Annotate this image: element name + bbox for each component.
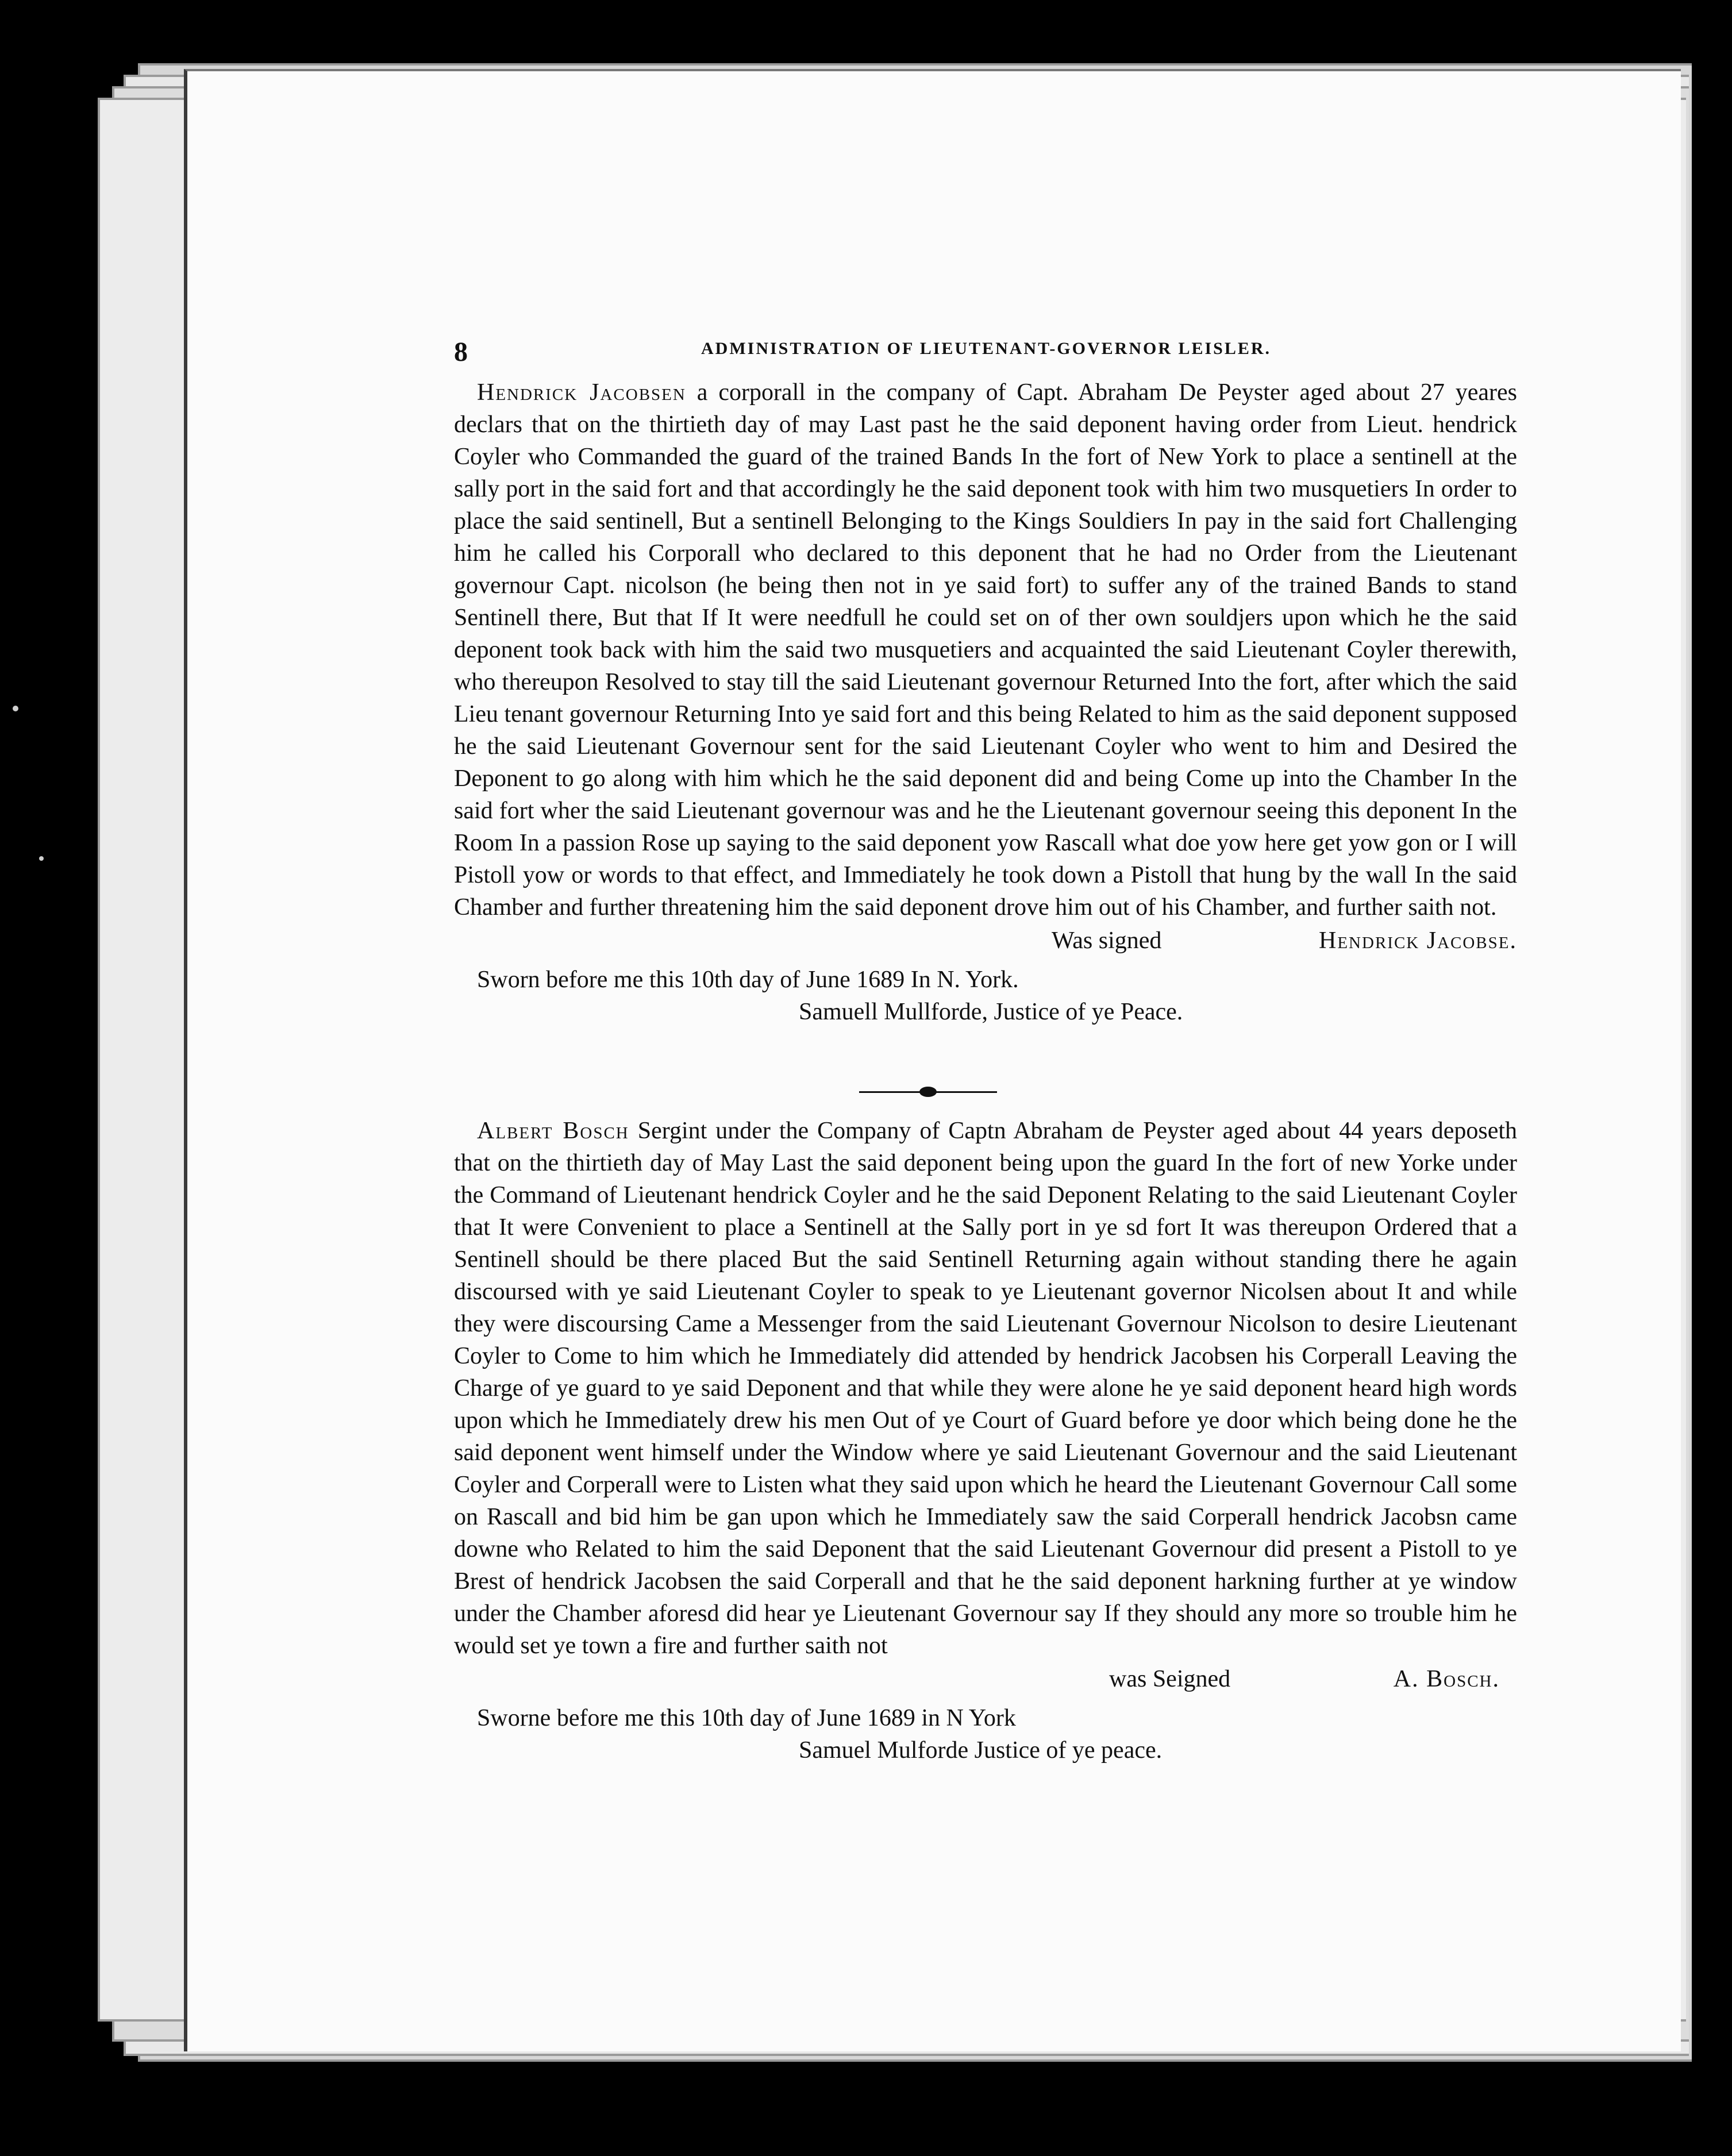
signature: A. Bosch. bbox=[1393, 1666, 1500, 1692]
justice-name: Samuell Mullforde, Justice of ye Peace. bbox=[799, 999, 1183, 1025]
deposition-bosch bbox=[454, 1115, 1517, 1766]
signature: Hendrick Jacobse. bbox=[1319, 927, 1517, 954]
signature-row bbox=[454, 1663, 1517, 1695]
scan-speck bbox=[39, 856, 44, 861]
signed-label: was Seigned bbox=[1109, 1666, 1231, 1692]
justice-name: Samuel Mulforde Justice of ye peace. bbox=[799, 1737, 1163, 1764]
sworn-statement: Sworn before me this 10th day of June 1689 In N. York. bbox=[477, 967, 1019, 993]
deposition-paragraph bbox=[454, 376, 1517, 923]
signature-row bbox=[454, 925, 1517, 957]
deponent-name: Albert Bosch bbox=[477, 1118, 629, 1144]
deposition-paragraph bbox=[454, 1115, 1517, 1662]
deposition-text: a corporall in the company of Capt. Abraham De Peyster aged about 27 yeares declars that on the thirtieth day of may Last past he the said deponent having order from Lieut. hendrick Coyler who Commanded the guard of the trained Bands In the fort of New York to place a sentinell at the sally port in the said fort and that accordingly he the said deponent took with him two musquetiers In order to place the said sentinell, But a sentinell Belonging to the Kings Souldiers In pay in the said fort Challenging him he called his Corporall who declared to this deponent that he had no Order from the Lieutenant governour Capt. nicolson (he being then not in ye said fort) to suffer any of the trained Bands to stand Sentinell there, But that If It were needfull he could set on of ther own souldjers upon which he the said deponent took back with him the said two musquetiers and acquainted the said Lieutenant Coyler therewith, who thereupon Resolved to stay till the said Lieutenant governour Returned Into the fort, after which the said Lieu tenant governour Returning Into ye said fort and this being Related to him as the said deponent supposed he the said Lieutenant Governour sent for the said Lieutenant Coyler who went to him and Desired the Deponent to go along with him which he the said deponent did and being Come up into the Chamber In the said fort wher the said Lieutenant governour was and he the Lieutenant governour seeing this deponent In the Room In a passion Rose up saying to the said deponent yow Rascall what doe yow here get yow gon or I will Pistoll yow or words to that effect, and Immediately he took down a Pistoll that hung by the wall In the said Chamber and further threatening him the said deponent drove him out of his Chamber, and further saith not. bbox=[454, 379, 1518, 921]
section-divider bbox=[859, 1090, 997, 1094]
page-number: 8 bbox=[454, 337, 468, 367]
scan-speck bbox=[13, 706, 18, 711]
signed-label: Was signed bbox=[1052, 927, 1162, 954]
deposition-jacobsen bbox=[454, 376, 1517, 1028]
deposition-text: Sergint under the Company of Captn Abraham de Peyster aged about 44 years deposeth that on the thirtieth day of May Last the said deponent being upon the guard In the fort of new Yorke under the Command of Lieutenant hendrick Coyler and he the said Deponent Relating to the said Lieutenant Coyler that It were Convenient to place a Sentinell at the Sally port in ye sd fort It was thereupon Ordered that a Sentinell should be there placed But the said Sentinell Returning again without standing there he again discoursed with ye said Lieutenant Coyler to speak to ye Lieutenant governor Nicolsen about It and while they were discoursing Came a Messenger from the said Lieutenant Governour Nicolson to desire Lieutenant Coyler to Come to him which he Immediately did attended by hendrick Jacobsen his Corperall Leaving the Charge of ye guard to ye said Deponent and that while they were alone he ye said deponent heard high words upon which he Immediately drew his men Out of ye Court of Guard before ye door which being done he the said deponent went himself under the Window where ye said Lieutenant Governour and the said Lieutenant Coyler and Corperall were to Listen what they said upon which he heard the Lieutenant Governour Call some on Rascall and bid him be gan upon which he Immediately saw the said Corperall hendrick Jacobsn came downe who Related to him the said Deponent that the said Lieutenant Governour did present a Pistoll to ye Brest of hendrick Jacobsen the said Corperall and that he the said deponent harkning further at ye window under the Chamber aforesd did hear ye Lieutenant Governour say If they should any more so trouble him he would set ye town a fire and further saith not bbox=[454, 1118, 1518, 1659]
deponent-name: Hendrick Jacobsen bbox=[477, 379, 686, 406]
sworn-statement: Sworne before me this 10th day of June 1689 in N York bbox=[477, 1705, 1016, 1731]
running-head: ADMINISTRATION OF LIEUTENANT-GOVERNOR LEISLER. bbox=[701, 339, 1272, 358]
